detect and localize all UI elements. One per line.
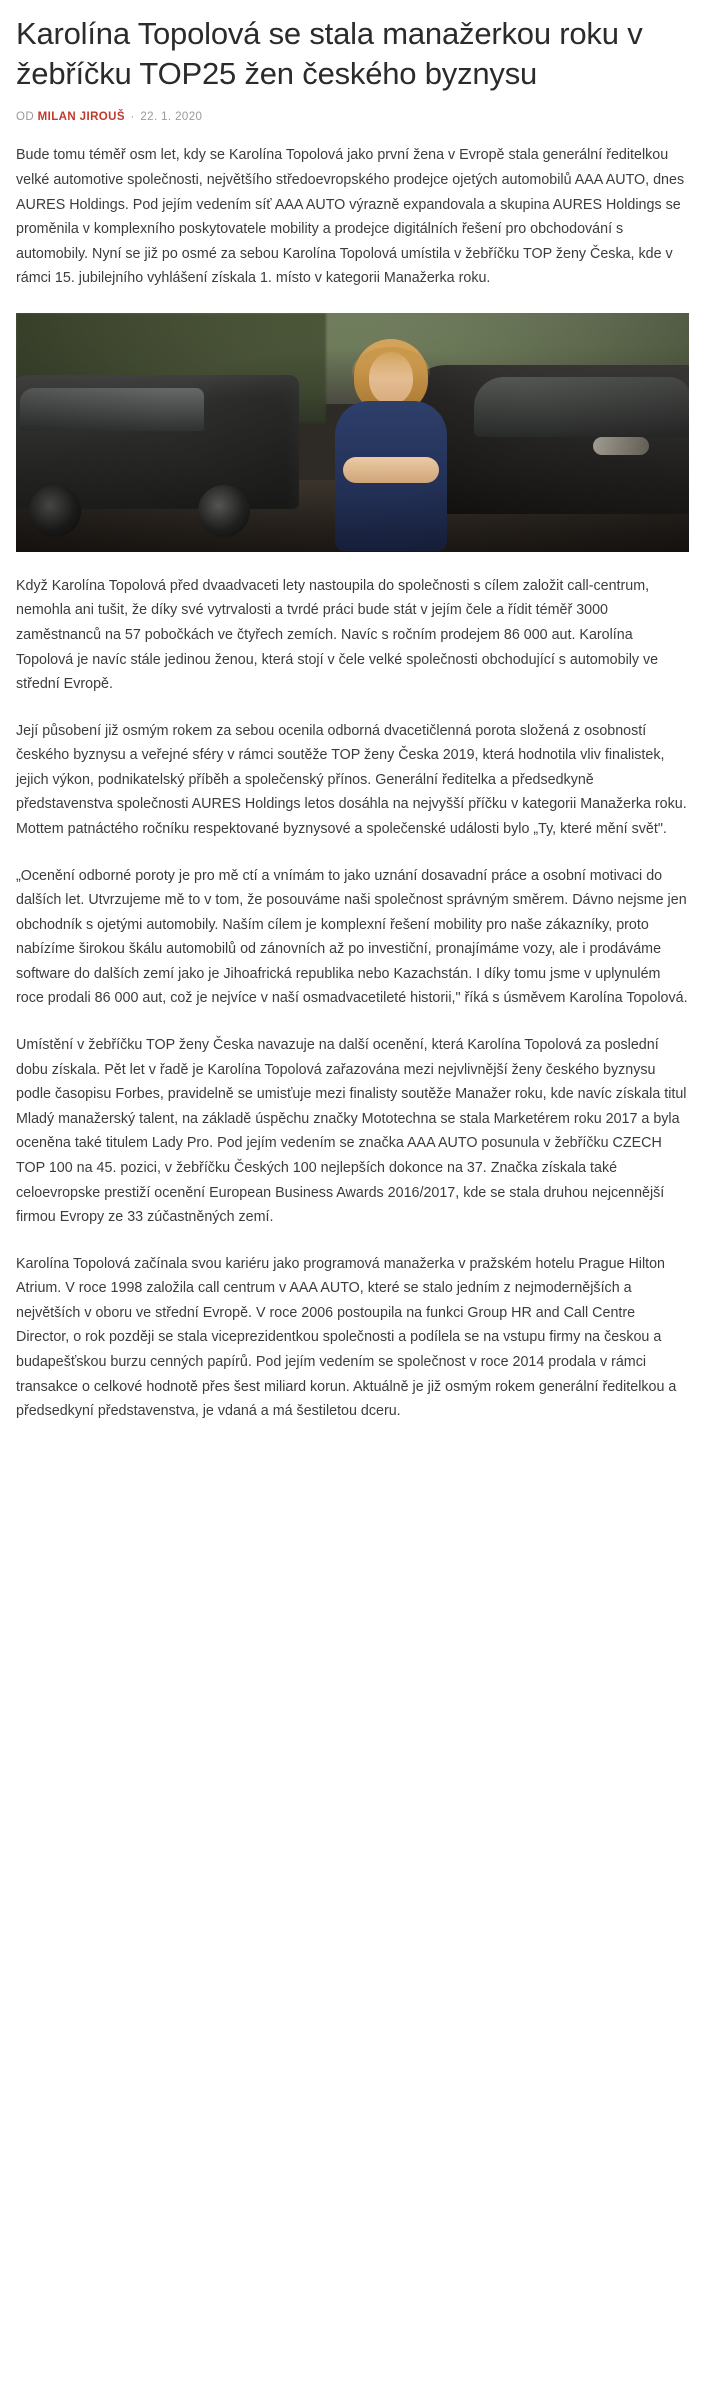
byline-date: 22. 1. 2020 [140,111,203,124]
article-photo [16,313,689,552]
article-paragraph: Když Karolína Topolová před dvaadvaceti lety nastoupila do společnosti s cílem založit call-centrum, nemohla ani tušit, že díky své vytrvalosti a tvrdé práci bude stát v jejím čele a řídit téměř 3000 zaměstnanců na 57 pobočkách ve čtyřech zemích. Navíc s ročním prodejem 86 000 aut. Karolína Topolová je navíc stále jedinou ženou, která stojí v čele velké společnosti obchodující s automobily ve střední Evropě. [16,577,659,693]
page-title: Karolína Topolová se stala manažerkou roku v žebříčku TOP25 žen českého byznysu [16,16,643,91]
byline-separator: · [130,111,135,124]
article-paragraph: Bude tomu téměř osm let, kdy se Karolína Topolová jako první žena v Evropě stala generální ředitelkou velké automotive společnosti, největšího středoevropského prodejce ojetých automobilů AAA AUTO, dnes AURES Holdings. Pod jejím vedením síť AAA AUTO výrazně expandovala a skupina AURES Holdings se proměnila v komplexního poskytovatele mobility a prodejce digitálních řešení pro obchodování s automobily. Nyní se již po osmé za sebou Karolína Topolová umístila v žebříčku TOP ženy Česka, kde v rámci 15. jubilejního vyhlášení získala 1. místo v kategorii Manažerka roku. [16,147,685,287]
byline [16,111,689,123]
article-paragraph: Umístění v žebříčku TOP ženy Česka navazuje na další ocenění, která Karolína Topolová za poslední dobu získala. Pět let v řadě je Karolína Topolová zařazována mezi nejvlivnější ženy českého byznysu podle časopisu Forbes, pravidelně se umisťuje mezi finalisty soutěže Manažer roku, kde navíc získala titul Mladý manažerský talent, na základě úspěchu značky Mototechna se stala Marketérem roku 2017 a byla oceněna také titulem Lady Pro. Pod jejím vedením se značka AAA AUTO posunula v žebříčku CZECH TOP 100 na 45. pozici, v žebříčku Českých 100 nejlepších dokonce na 37. Značka získala také celoevropske prestiží ocenění European Business Awards 2016/2017, kde se stala druhou nejcennější firmou Evropy ze 33 zúčastněných zemí. [16,1037,687,1226]
byline-by-label: OD [16,111,35,124]
photo-vignette [16,313,689,552]
article-figure [16,313,689,552]
article-paragraph: „Ocenění odborné poroty je pro mě ctí a vnímám to jako uznání dosavadní práce a osobní motivaci do dalších let. Utvrzujeme mě to v tom, že posouváme naši společnost správným směrem. Dávno nejsme jen obchodník s ojetými automobily. Naším cílem je komplexní řešení mobility pro naše zákazníky, proto nabízíme širokou škálu automobilů od zánovních až po investiční, pronajímáme vozy, ale i prodáváme software do dalších zemí jako je Jihoafrická republika nebo Kazachstán. I díky tomu jsme v uplynulém roce prodali 86 000 aut, což je nejvíce v naší osmadvacetileté historii," říká s úsměvem Karolína Topolová. [16,867,688,1007]
article-paragraph: Její působení již osmým rokem za sebou ocenila odborná dvacetičlenná porota složená z osobností českého byznysu a veřejné sféry v rámci soutěže TOP ženy Česka 2019, která hodnotila vliv finalistek, jejich výkon, podnikatelský příběh a společenský přínos. Generální ředitelka a předsedkyně představenstva společnosti AURES Holdings letos dosáhla na nejvyšší příčku v kategorii Manažerka roku. Mottem patnáctého ročníku respektované byznysové a společenské události bylo „Ty, které mění svět". [16,722,687,838]
article-paragraph: Karolína Topolová začínala svou kariéru jako programová manažerka v pražském hotelu Prague Hilton Atrium. V roce 1998 založila call centrum v AAA AUTO, které se stalo jedním z nejmodernějších a největších v oboru ve střední Evropě. V roce 2006 postoupila na funkci Group HR and Call Centre Director, o rok později se stala viceprezidentkou společnosti a podílela se na vstupu firmy na českou a budapešťskou burzu cenných papírů. Pod jejím vedením se společnost v roce 2014 prodala v rámci transakce o celkové hodnotě přes šest miliard korun. Aktuálně je již osmým rokem generální ředitelkou a předsedkyní představenstva, je vdaná a má šestiletou dceru. [16,1255,677,1420]
byline-author-link[interactable]: MILAN JIROUŠ [37,111,125,124]
